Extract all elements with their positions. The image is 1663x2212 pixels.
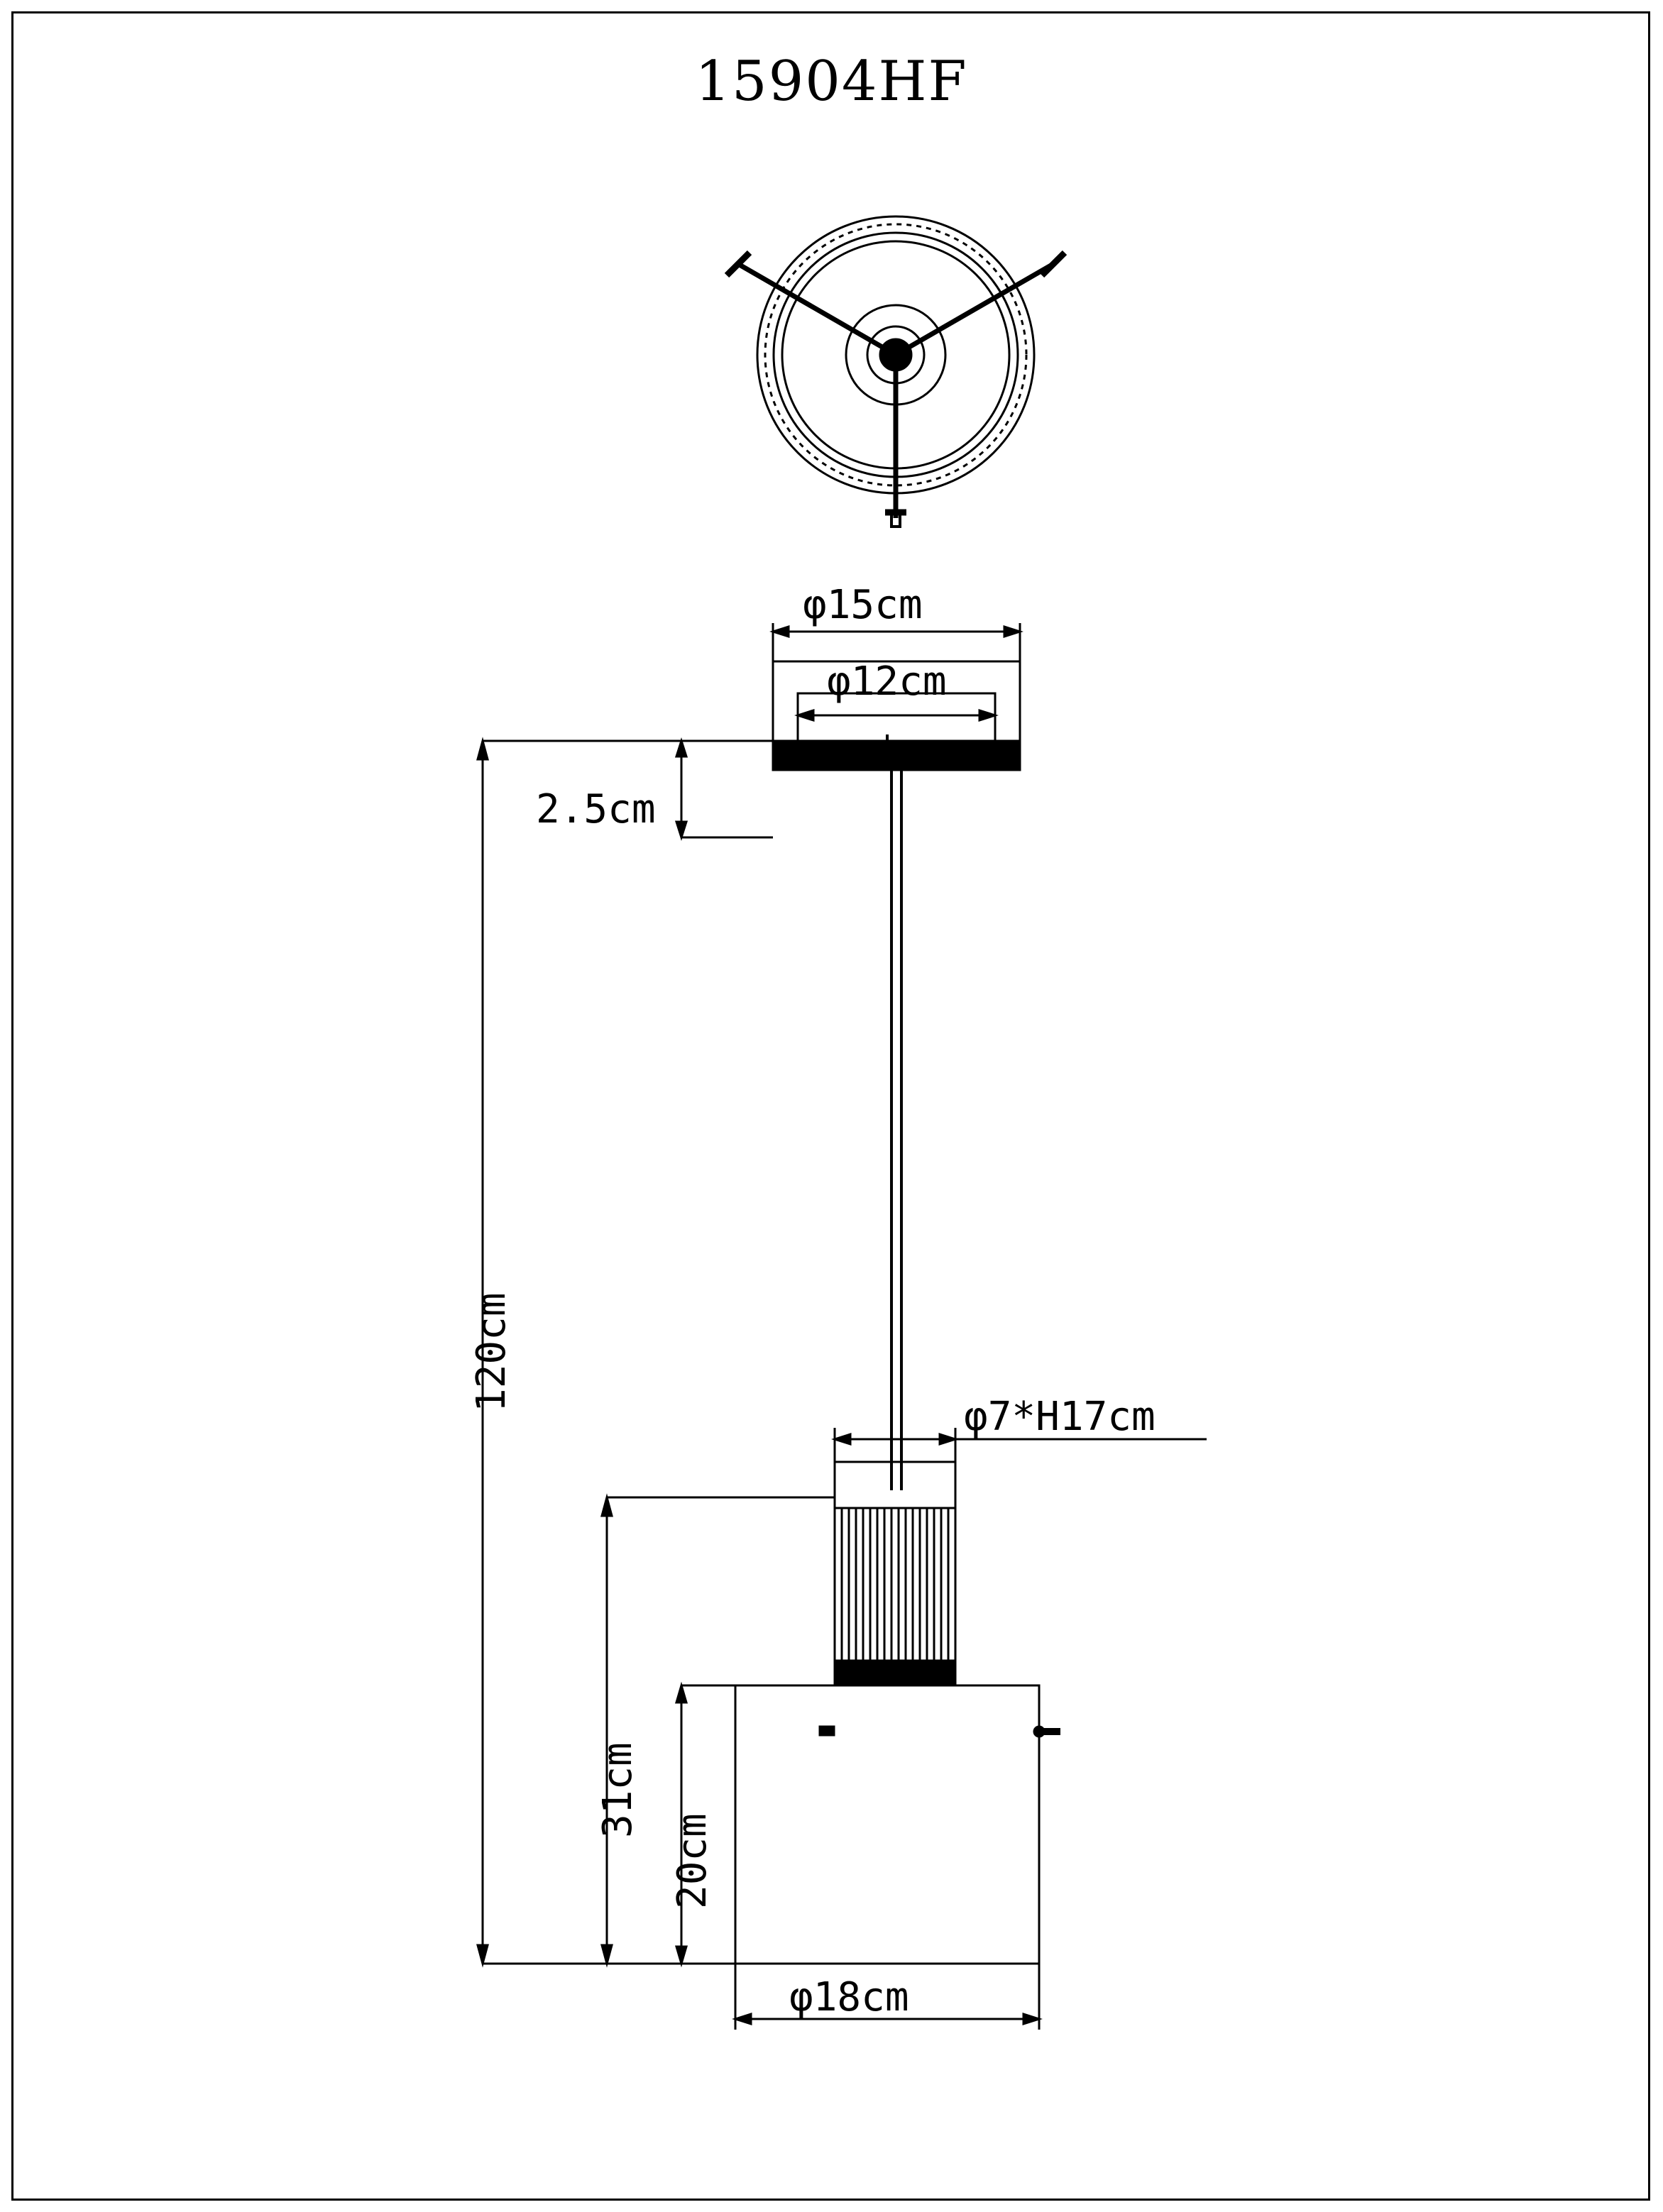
dimension-label-total-drop: 120cm (468, 1292, 515, 1412)
front-view-graphic (735, 661, 1060, 1964)
dimension-label-canopy-height: 2.5cm (536, 786, 656, 832)
dimension-label-fixture-height: 31cm (595, 1742, 641, 1838)
dimension-lines (478, 623, 1207, 2030)
dimension-label-shade-diameter: φ18cm (789, 1974, 909, 2020)
top-view-graphic (727, 216, 1065, 527)
dimension-label-canopy-inner: φ12cm (827, 659, 947, 705)
dimension-label-socket: φ7*H17cm (964, 1394, 1156, 1440)
dimension-label-canopy-outer: φ15cm (803, 582, 923, 628)
dimension-label-shade-height: 20cm (669, 1813, 715, 1909)
page-title: 15904HF (695, 50, 968, 114)
